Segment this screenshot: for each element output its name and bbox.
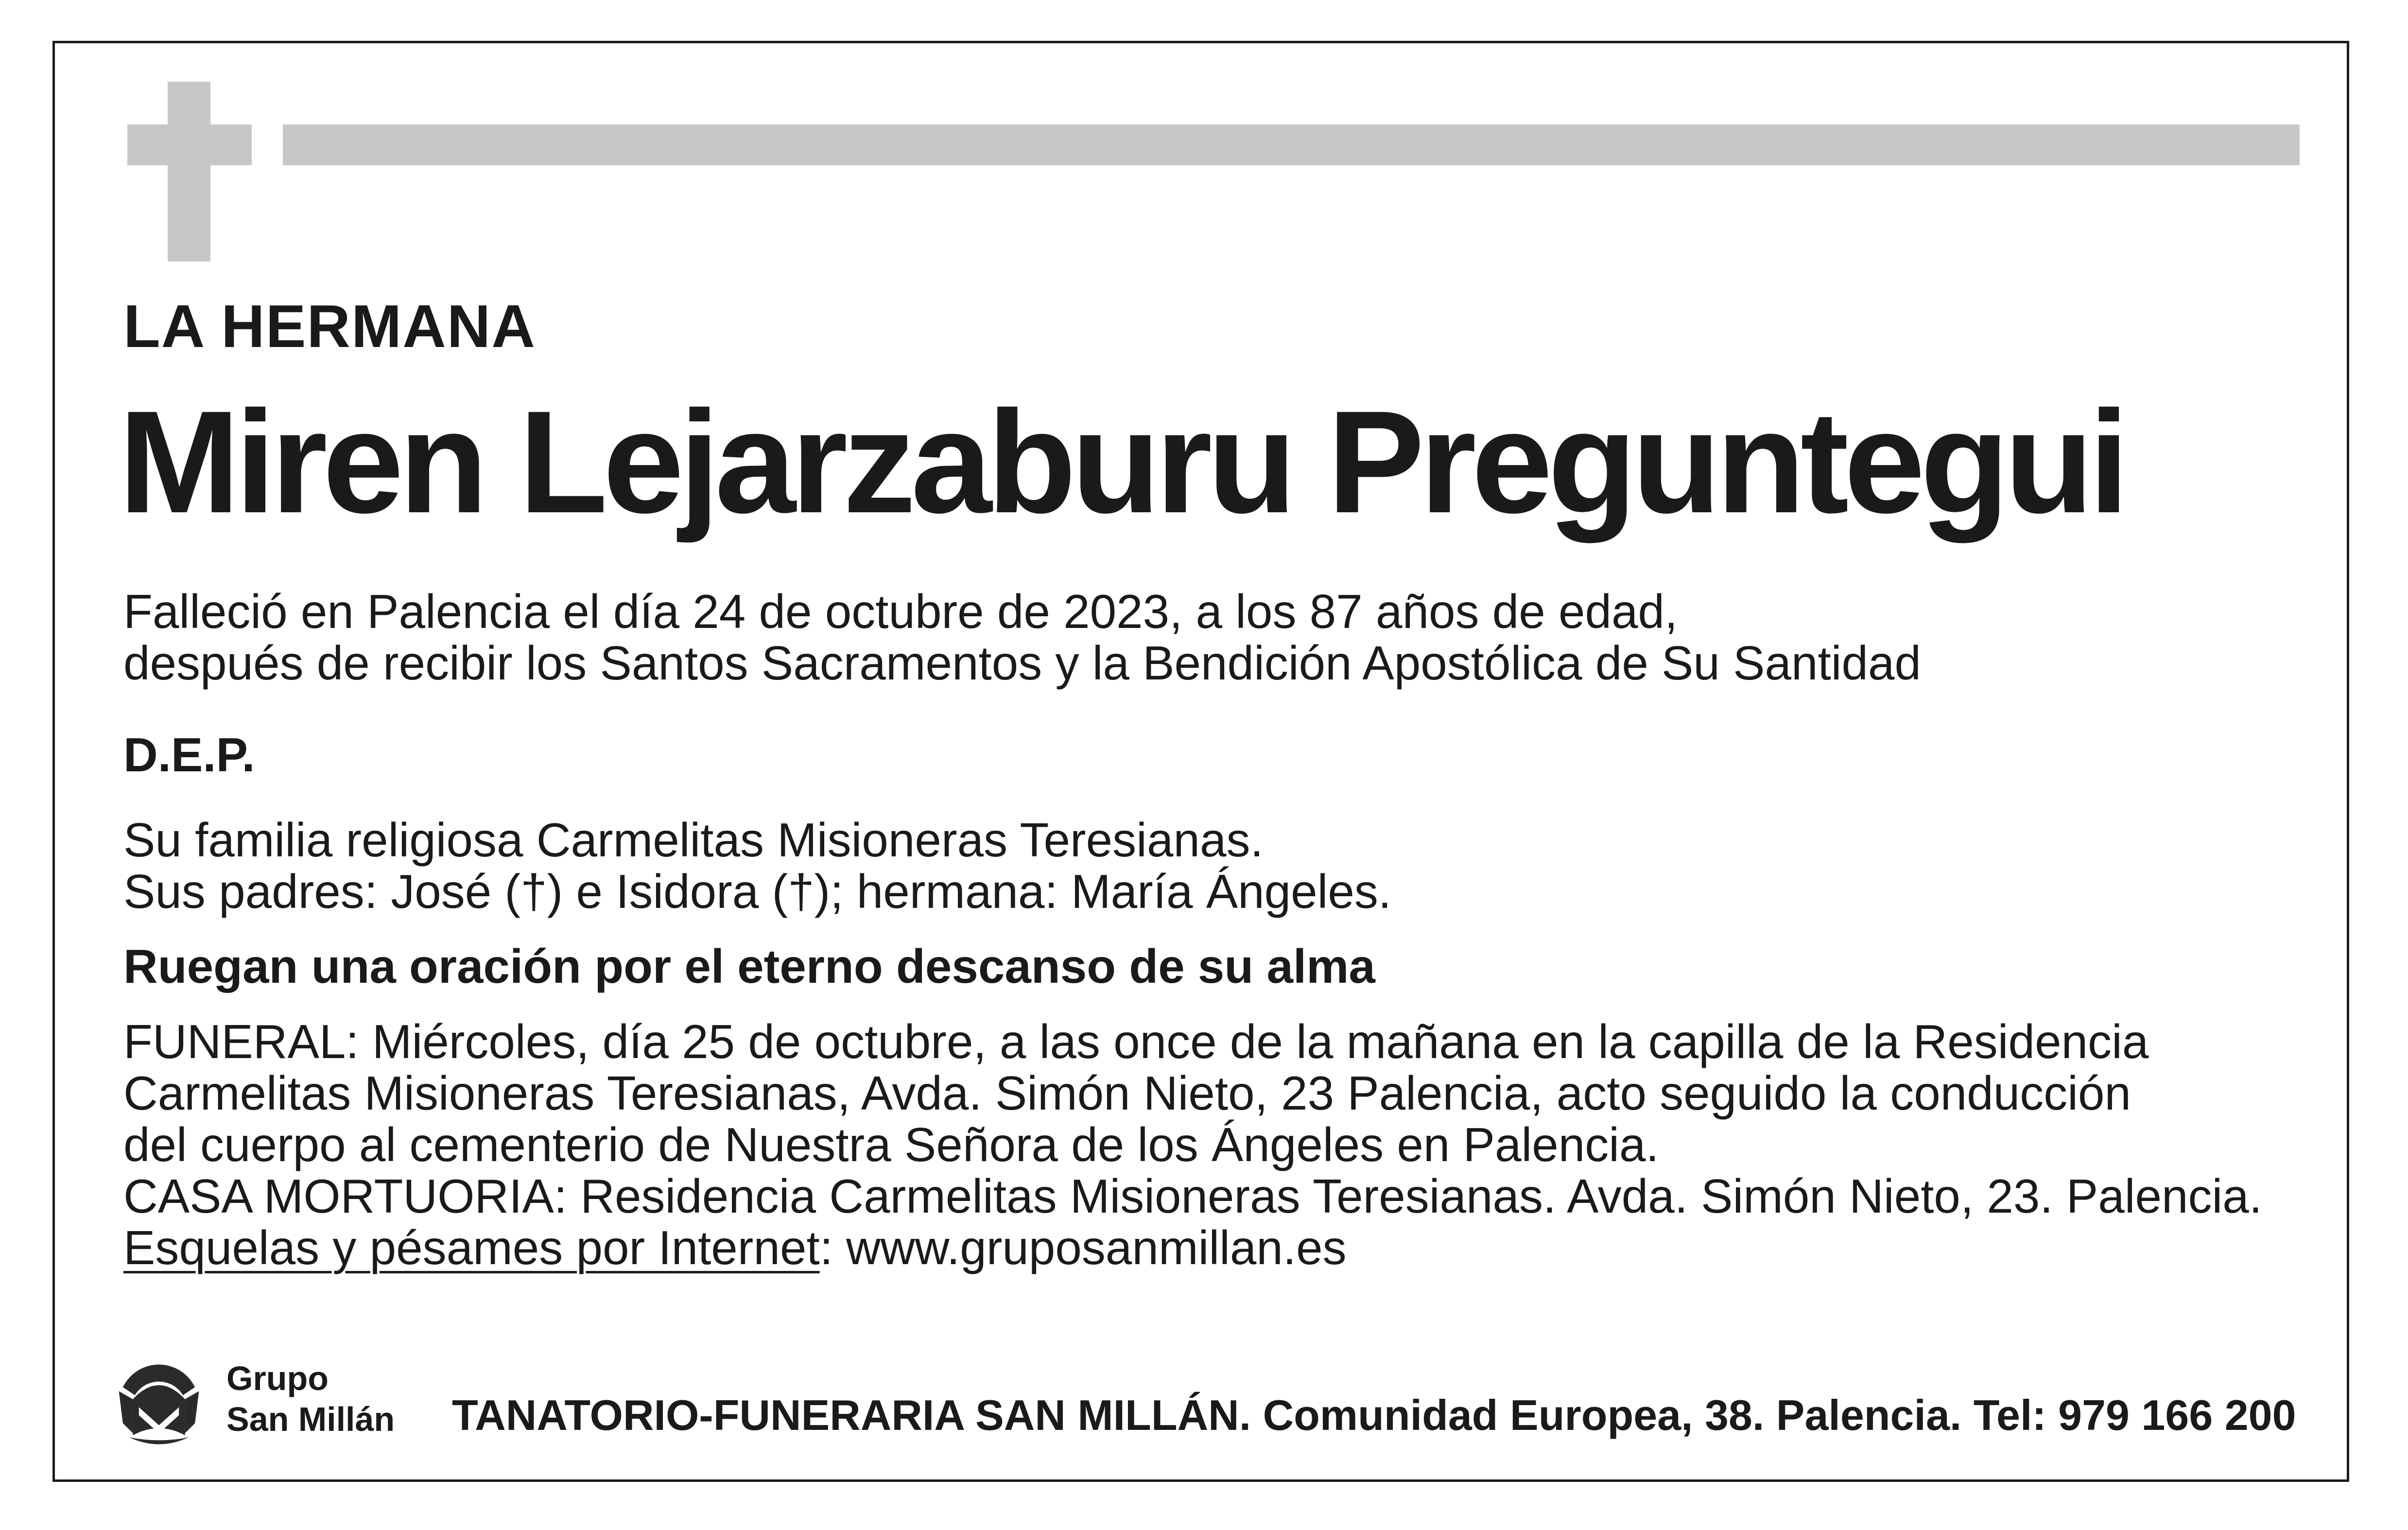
funeral-home-footer: TANATORIO-FUNERARIA SAN MILLÁN. Comunidad Europea, 38. Palencia. Tel: 979 166 200	[452, 1391, 2296, 1439]
funeral-line: Carmelitas Misioneras Teresianas, Avda. Simón Nieto, 23 Palencia, acto seguido la conducción	[123, 1066, 2131, 1120]
internet-link[interactable]: Esquelas y pésames por Internet	[123, 1221, 820, 1274]
notice-kicker: LA HERMANA	[123, 293, 536, 360]
funeral-line: del cuerpo al cementerio de Nuestra Señora de los Ángeles en Palencia.	[123, 1118, 1659, 1171]
death-details	[123, 586, 1921, 689]
family-line: Sus padres: José (†) e Isidora (†); hermana: María Ángeles.	[123, 865, 1392, 918]
cross-icon-vertical	[168, 82, 210, 261]
family-details	[123, 814, 1391, 917]
rip-label: D.E.P.	[123, 728, 255, 782]
logo-wordmark	[226, 1358, 395, 1440]
death-line: Falleció en Palencia el día 24 de octubre de 2023, a los 87 años de edad,	[123, 585, 1678, 638]
prayer-request: Ruegan una oración por el eterno descanso de su alma	[123, 939, 1375, 993]
deceased-name: Miren Lejarzaburu Preguntegui	[119, 380, 2125, 543]
family-line: Su familia religiosa Carmelitas Misioneras Teresianas.	[123, 813, 1264, 867]
funeral-line: FUNERAL: Miércoles, día 25 de octubre, a las once de la mañana en la capilla de la Residencia	[123, 1015, 2149, 1068]
funeral-details	[123, 1016, 2262, 1273]
internet-url[interactable]: www.gruposanmillan.es	[832, 1221, 1347, 1274]
funeral-line: CASA MORTUORIA: Residencia Carmelitas Misioneras Teresianas. Avda. Simón Nieto, 23. Palencia.	[123, 1169, 2263, 1223]
internet-separator: :	[819, 1221, 833, 1274]
san-millan-logo-icon	[109, 1351, 209, 1451]
header-rule	[283, 124, 2300, 165]
cross-icon-horizontal	[127, 124, 252, 165]
logo-line-1: Grupo	[226, 1359, 329, 1397]
internet-line	[123, 1222, 2262, 1273]
logo-line-2: San Millán	[226, 1400, 395, 1438]
death-line: después de recibir los Santos Sacramentos y la Bendición Apostólica de Su Santidad	[123, 636, 1922, 690]
